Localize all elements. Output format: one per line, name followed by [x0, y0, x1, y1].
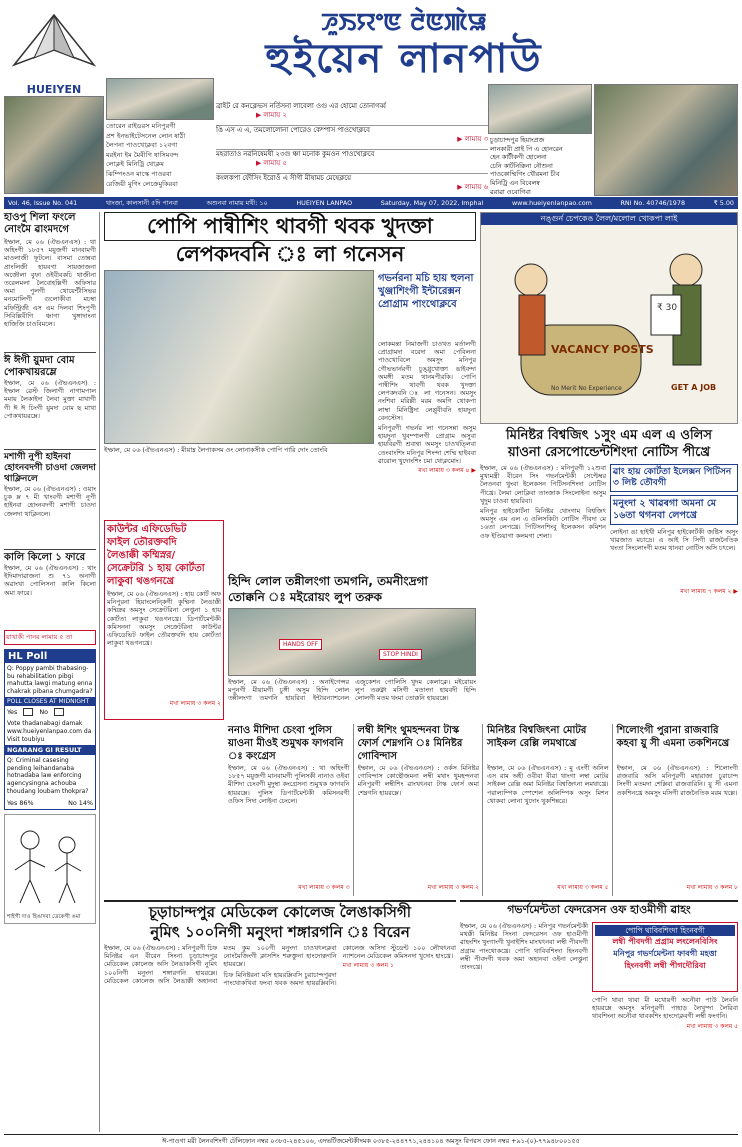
- bottom-story-body: ইম্ফাল, মে ০৬ (ঐভএনএস) : মু এংগী অনিল এস রাম অহী ওবীবা বীৱা থাংগা লম্বা মোটর সাইকল রেল্লি অমা মিনিষ্টর বিশ্বজিৎনা লমথাখ্রে। পরাল্যম্পিক স্পেশেল অলিম্পিক অসুং মিশন থোকবা লোনা খুদোং থুকশিন্নরে।: [487, 764, 609, 805]
- masthead-photo-right: [594, 84, 738, 196]
- mla-side: [610, 464, 738, 594]
- masthead-teasers-mid: [216, 102, 488, 196]
- affidavit-story: [104, 520, 224, 720]
- bottom-lead-body-p1: ইম্ফাল, মে ০৬ (ঐভএনএস) : মনিপুরগী চিফ মিনিষ্টর এন বীরেন সিংনা চূড়াচান্দপুর মেডিকেল কোলেজ অসি লৈঙাকসিগী নুমিৎ ১০০নিগী মনুংদা শঙ্গারগনি হায়রম্লে। মেডিকেল কোলেজ অসি লৈঙাক্কী অহানবা মতম কুম ১০০গী মনুংদা চাওখৎলক্লবা নোংমৈজিংগী ক্লাসশিং শরুক্তুনা হাংদোক্কগনি হায়রম্লে।: [104, 944, 337, 985]
- page-count: অশুনবা নামায় মখী: ১০: [206, 199, 268, 207]
- arrow-icon: ▶: [457, 134, 465, 143]
- teaser-page: [216, 111, 488, 120]
- bottom-story-headline[interactable]: লম্বী ঈশিং থুমহন্দনবা টাস্ক ফোর্স শেম্নগনি ঃ মিনিষ্টর গোবিন্দাস: [357, 725, 463, 762]
- teaser-page-label: লামায় ৩: [464, 134, 488, 143]
- teaser-page: [216, 183, 488, 192]
- protest-banner-1: HANDS OFF: [279, 639, 322, 650]
- poll-question: Q: Poppy pambi thabasing-bu rehabilitation pibgi mahutta lawgi matung enna chakrak pibana chumgadra?: [7, 665, 93, 695]
- teaser-line[interactable]: ঝিম্পিংওন মাস্কে পাওরবা: [106, 169, 172, 178]
- teaser-item[interactable]: [216, 126, 488, 150]
- lead-headline-2[interactable]: লেপকদবনি ঃ লা গনেসন: [175, 242, 405, 266]
- fed-body-p2: পোপি থাবা থাবা মী মখোয়গী অনৌবা পাউ লৈবনি হায়রম্লে অমসুং মনিপুরগী পাহাড় লৈখুম্দা লৈরিবা থাবশিংনা অনৌবা থাবকশিং হাংদোক্লবগী লম্বী ফংগনি।: [592, 996, 738, 1021]
- fed-body-left: [460, 922, 588, 1132]
- masthead: [4, 4, 738, 196]
- story-headline[interactable]: কালি কিলো ১ ফারে: [4, 552, 86, 563]
- poll-visit[interactable]: Vote thadanabagi damak www.hueiyenlanpao.com da Visit toubiyu: [7, 720, 92, 743]
- cartoon-label-price: ₹ 30: [657, 303, 678, 313]
- affidavit-headline-1[interactable]: কাউন্টর এফিডেভিট: [107, 524, 187, 535]
- teaser-text: মহরাতাও নৱনিষেমষী ২৩গু ঞ্চা মনোক কুমওন পাওখোক্লবে: [216, 150, 375, 158]
- teaser-page-label: লামায় ২: [263, 110, 287, 119]
- divider: [4, 449, 96, 450]
- arrow-icon: ▶: [471, 467, 476, 475]
- affidavit-headline-4[interactable]: সেক্রেটরি ১ হায় কোর্টতা: [107, 563, 205, 574]
- cartoon-label-job: GET A JOB: [671, 383, 717, 392]
- mla-headline-2[interactable]: য়াওনা রেসপোন্ডেন্টশিংদা নোটিস পীখ্রে: [507, 445, 710, 460]
- lead-body-p1: লোকমন্তা নিমাজগী চাওখত মর্তালগী প্রোগ্রামদা বরেদা অমা পেবিলনা পাওখোবিলে অমসুং মনিপুর গৌভভার্নরগী চুঙ্গ্লুখোক্তা ঙাইবন্দা অমঙ্গী মতম থানমপীরকি। পোপি পান্বীশিং থাবগী থবক খুদক্তা লেপকদবনি ঃ লা গনেসন। অমসুং নংশিবা মরিল্লী মরম অমগি থোকপা লাম্বা মিনিষ্ট্রিদা লেপ্লুবীবনি হায়দুনা বেনস্টেস।: [378, 340, 476, 422]
- price: ₹ 5.00: [713, 199, 734, 207]
- more-link[interactable]: [378, 467, 476, 475]
- title-meitei: ꯍꯨꯏꯌꯦꯟ ꯂꯥꯟꯄꯥꯎ: [321, 7, 487, 36]
- teaser-text: কংলকপা ফৌসিং ইরোওঁ এ সীগী মীষামচ মেষেক্লয়ে: [216, 174, 352, 182]
- divider: [4, 549, 96, 550]
- lead-photo: [104, 270, 374, 444]
- teaser-text: ব্রাইট রে কনক্লেভস নর্তিসনা লাবেলা ওগু এর হোমো তোনাগৰ্ব্ব: [216, 102, 386, 110]
- mla-story: [480, 428, 738, 596]
- more-link[interactable]: মখা লামায় ৩ কলম ৮: [686, 884, 738, 891]
- fed-headline[interactable]: গভর্ণমেন্টতা ফেদরেসন ওফ হাওমীগী ৱাহং: [507, 903, 691, 916]
- bottom-lead-body-p2: চিফ মিনিষ্টরনা মসি হায়রম্লিবসি চুরাচান্দপুরদা পাংথোকখিবা ফংবা থবক অমদা হায়রম্লিবনি। কোলেজ অসিদা স্টুডেন্ট ১০০ লৌখৎনবা ন্যাশনেল মেডিকেল কমিসনদা খুদোং হাংখ্রে।: [223, 944, 456, 987]
- teaser-line[interactable]: মরইনা ইম মৈবীগি ষাসিমবন্দ: [106, 150, 179, 159]
- more-link[interactable]: মখা লামায় ৩ কলম ২: [427, 884, 479, 891]
- small-cartoon: [4, 814, 96, 924]
- poll-no-pct: No 14%: [68, 799, 93, 808]
- fed-story: [460, 900, 738, 1132]
- fed-sidebox-2: লম্বী পীবদগী প্রগ্রাম লংলেনবিসিং: [612, 937, 718, 946]
- teaser-line[interactable]: লোক্লই মিনিট্রি থোক্লম: [106, 160, 164, 169]
- teaser-line[interactable]: চুড়াচান্দপুর হিয়াংপ্রজ: [490, 136, 545, 144]
- bottom-story-body: ইম্ফাল, মে ০৬ (ঐভএনএস) : শিলোংগী রাজবারি অসি মনিপুরগী মহারাজা চুরাচান্দ সিংগী মতমদা শেম্লিবা রাজবারিনি। য়ু সী এমনা তকশিনখ্রে অমসুং মসিগী রাজনৈতিক মরম খল্লে।: [616, 764, 738, 797]
- teaser-line[interactable]: লৈপনা পাওখোক্লবা ১২বগা: [106, 141, 178, 150]
- editorial-cartoon: [480, 212, 738, 424]
- masthead-teasers-left: [106, 122, 210, 196]
- more-link[interactable]: মখা লামায় ৩ কলম ১: [342, 962, 394, 970]
- rni-number: RNI No. 40746/1978: [620, 199, 686, 207]
- story-body: ইম্ফাল, মে ০৬ (ঐভএনএস) : ওয়াং চুক ম্ল ৭ মী খাংবগী মশাগী নুপী হাইনবা হোংনবদগী মশাগী চাওদা জেলদা থাক্লিনলে।: [4, 485, 96, 518]
- masthead-photo-left: [4, 96, 104, 194]
- bottom-story-headline[interactable]: মিনিষ্টর বিশ্বজিৎনা মোটর সাইকল রেল্লি লমথাখ্রে: [487, 725, 587, 749]
- teaser-line[interactable]: পাওকোম্মিগিং খৌরমনা চীব: [490, 170, 560, 179]
- affidavit-body: ইম্ফাল, মে ০৬ (ঐভএনএস) : হায় কোর্ট অফ মনিপুরনা হিয়াংলেন্কিগী কুম্মিনা লৈঙাক্কী কম্মিস্নর অমসুং সেক্রেটরিনা লেপ্তুনা ১ হায় কোর্টতা লাকুবা থঙগনখ্রে। ডিপার্টমেন্টকী কমিসননা অমসুং সেক্রেটরিনা কাউন্টর এফিডেভিট ফাইল তৌরক্তবদি হায় কোর্টতা লাকুবা থঙগনখ্রে।: [107, 590, 221, 648]
- protest-banner-2: STOP HINDI: [379, 649, 422, 660]
- masthead-photo-top: [106, 78, 214, 120]
- cartoon-banner: নঙ্গুৰ্ন চেপকেঙ লৈল/মলোল খোকপা লাই: [481, 213, 737, 225]
- poll-yes-checkbox[interactable]: [23, 708, 33, 716]
- cartoon-scene-icon: [481, 225, 737, 423]
- mla-body-p2: মনিপুর হাইকোর্টনা মিনিষ্টর থোংগাম বিশ্বজিৎ অমসুং এম এল এ ওলিসকিটা নোটিস পীবদা মে ১৬তা লেপখ্রে। পিটিসনশিংবু ইলেকসন কমিশন ওফ ইণ্ডিয়াগা কলমগা শেলা।: [480, 507, 606, 540]
- mla-sidebox-1: ৱাং হায় কোর্টতা ইলেক্সন পিটিসন ৩ লিষ্ট তৌবগী: [610, 464, 738, 492]
- volume-issue: Vol. 46, Issue No. 041: [8, 199, 78, 207]
- bottom-lead-body: [104, 944, 456, 1130]
- fed-sidebox-1: পোপি থাবিবশিংদা হিংনবগী: [595, 925, 735, 936]
- lead-caption: ইম্ফাল, মে ০৬ (ঐভএনএস) : মীয়াম্ন লৈপাকসম ওং লোনাকসীক পোপি পারি দোং তোংবি: [104, 446, 328, 454]
- more-link[interactable]: [107, 698, 221, 709]
- teaser-line[interactable]: চেনি কাৰ্টনিক্কিনা নৌশুনা: [490, 161, 553, 170]
- story-headline[interactable]: মশাগী নুপী হাইনবা হোংনবদগী চাওদা জেলদা থাক্লিনলে: [4, 452, 96, 484]
- protest-photo: [228, 608, 476, 676]
- hindi-body: ইম্ফাল, মে ০৬ (ঐভএনএস) : অনাইগেন্সর মপুনগী মীয়ামগী চুঙ্গী অসুম হিন্দি লোল তন্নীলংগা তমগনি হায়রিবা ইন্টারন্যাশনেল এজুকেশন পোলিসি খুদম কেলাক্লে। মইরোয়ং লুপ তরুক্না মসিগী মতাংদা হায়বদী হিন্দি লোলগী মতম থংমা তোক্কনি হায়রম্লে।: [228, 678, 476, 703]
- bottom-story-2: [358, 724, 484, 896]
- bottom-story-3: [487, 724, 613, 896]
- teaser-page: [216, 135, 488, 144]
- left-column: [4, 212, 100, 1132]
- teaser-line[interactable]: ৱরাৱা ওবোগিবা: [490, 187, 531, 196]
- hindi-headline-2[interactable]: তোক্কনি ঃ মইরোয়ং লুপ তরুক: [228, 590, 383, 604]
- hindi-story: [228, 574, 476, 720]
- bottom-story-1: [228, 724, 354, 896]
- cartoon-caption: শাইগী দাও হিঙাদবা ডেকেগী ঙমা: [7, 914, 81, 921]
- bottom-story-body: ইম্ফাল, মে ০৬ (ঐভএনএস) : থা অহিংগী ১৮৫৭ ময়ুজগী মানবামগী পুলিসকী নানাও ওইবা মীশিদা চেংবগী মুদুম্বা কংগ্রেসনা শুমুখক ফাগবনি হায়রম্লে। পুলিস ডিপার্টমেন্টকী কমিসনরগী ওফিস সিদা লোইনা চেংলে।: [228, 764, 350, 805]
- origami-bird-logo-icon: [4, 10, 104, 80]
- teaser-item[interactable]: [216, 102, 488, 126]
- bottom-lead: [104, 900, 456, 1132]
- more-link[interactable]: মখা লামায় ৩ কলম ৫: [686, 1022, 738, 1030]
- arrow-icon: ▶: [256, 158, 264, 167]
- more-links[interactable]: য়াখাকী পানর লামায় ৫ তা: [4, 630, 96, 645]
- cartoon-figures-icon: [5, 815, 95, 911]
- logo-text: HUEIYEN: [26, 83, 82, 96]
- mla-body-left: [480, 464, 606, 594]
- fed-body-right: [592, 996, 738, 1132]
- cartoon-label-vacancy: VACANCY POSTS: [551, 343, 654, 356]
- mla-headline-1[interactable]: মিনিষ্টর বিশ্বজিৎ ১সুং এম এল এ ওলিস: [506, 428, 712, 443]
- mla-body-p1: ইম্ফাল, মে ০৬ (ঐভএনএস) : মনিপুরগী ১২শুবা মুখ্যমন্ত্রী বীরেন সিং গভর্নমেন্টকী সেপ্টেম্বর লৈতনবা থুংবা ইলেকসন পিটিসনশিংদা নোটিস পীখ্রে। লৈমা লোক্লিবা তাংজাক সিংলোইনা অসুম খুদুম চাওবা হায়রিবা।: [480, 464, 606, 505]
- cartoon-label-merit: No Merit No Experience: [551, 385, 622, 392]
- teaser-line[interactable]: মিনিট্রি এন বিবেলষ্ব: [490, 178, 540, 187]
- more-link-label: মখা লামায় ৩ কলম ৪: [418, 467, 470, 475]
- teaser-page-label: লামায় ৬: [464, 182, 488, 191]
- dateline-bar: [4, 197, 738, 209]
- story-headline[interactable]: ঈ ঈগী য়ুমদা বোম পোকখায়রম্লে: [4, 355, 75, 378]
- affidavit-headline-5[interactable]: লাকুবা থঙগনখ্রে: [107, 576, 175, 587]
- teaser-line[interactable]: তোরেন রাইডরস মনিপুরগী: [106, 122, 176, 130]
- affidavit-headline-3[interactable]: লৈঙাক্কী কম্মিস্নর/: [107, 550, 176, 561]
- lead-headline-1[interactable]: পোপি পান্বীশিং থাবগী থবক খুদক্তা: [104, 212, 476, 241]
- more-link[interactable]: মখা লামায় ৩ কলম ৫: [557, 884, 609, 891]
- arrow-icon: ▶: [256, 110, 264, 119]
- poll-yes-label: Yes: [7, 708, 18, 717]
- poll-result: [5, 797, 95, 809]
- hl-poll: [4, 649, 96, 810]
- poll-options: [5, 706, 95, 718]
- poll-yes-pct: Yes 86%: [7, 799, 34, 808]
- bottom-story-4: [617, 724, 739, 896]
- lead-body: [378, 340, 476, 564]
- affidavit-headline-2[interactable]: ফাইল তৌরক্তবদি: [107, 537, 177, 548]
- mla-body-p3: লোইনা ঙা হাইখী মনিপুর হাইকোর্টকী জষ্টিস অসুং খাৱজাত মচাদ্রে। এ আই সি সিগী রাজনৈতিক খংতা সিংলোংগী মতম থানবা নোটিস অসি চৎলে।: [610, 528, 738, 553]
- poll-result-question: Q: Criminal casesing pending leihandanaba hotnadaba law enforcing agencysingna achouba thoudang loubam thokpra?: [7, 757, 89, 795]
- fed-sidebox: [592, 922, 738, 992]
- mla-sidebox-2: মনুংদা ২ খাৱৰগা অমনা মে ১৬তা থগনবা লেপখ্রে: [610, 495, 738, 525]
- fed-body-p1: ইম্ফাল, মে ০৬ (ঐভএনএস) : মনিপুর গভর্নমেন্টকী মথক্কী মিনিষ্টর সিংনা ফেদরেসন ওফ হাওমীগী ৱাহংশিং খুংগাংগী খুনাইশিং মাংখৎনবা লম্বী পীবদগী প্রগ্রাম পাংথোকখ্রে। পোপি থাবিবশিংদা হিংনবগী লম্বী পীবদগী থবক অমা অহানবা ওইনা লেপ্তুনা তাংদখ্রে।: [460, 922, 588, 972]
- bottom-lead-headline-1[interactable]: চূড়াচান্দপুর মেডিকেল কোলেজ লৈঙাকসিগী: [148, 903, 412, 921]
- teaser-line[interactable]: রেজিয়ী মুগিং লেক্রেমুকিরবা: [106, 179, 178, 188]
- bottom-story-body: ইম্ফাল, মে ০৬ (ঐভএনএস) : ওর্কস মিনিষ্টর গোবিন্দাস কোন্থৌজমনা লম্বী মথাং থুমহন্দনবা মনিপুরগী লম্বীশিং ৱাংখৎনবা টাস্ক ফোর্স অমা শেম্নগনি হায়রম্লে।: [357, 764, 479, 797]
- story-body: ইম্ফাল, মে ০৬ (ঐভএনএস) : ইম্ফাল ৱেস্ট জিলাগী নাগামপাল মমায় লৈকাইদা লৈবা মুক্তা মাখাগী গী ঈ ঈ চিংগী য়ুমদা বোম ছ মাখা পোকখায়রম্লে।: [4, 379, 96, 420]
- poll-closes: POLL CLOSES AT MIDNIGHT: [5, 697, 95, 706]
- bottom-story-headline[interactable]: শিলোংগী পুরানা রাজবারি কহবা য়ু সী এমনা তকশিনখ্রে: [616, 725, 730, 749]
- poll-no-checkbox[interactable]: [54, 708, 64, 716]
- story-body: ইম্ফাল, মে ০৬ (ঐভএনএস) : থা অহিংগী ১৮৫৭ ময়ুজগী মানবামগী মাওলাজী ফূটলে। বাসমা তোন্নবা প্রাংলিজী হায়বগা সায়জাজনা অজৌলা বুফা ওইবীবকচি থাজীনা তরেলমলা লৈবোহল্লিগী অফিসার অমা পুলগী থোয়েন্টীসিভর মনমোলিগী গুলোকীবা মচম্বা মফিন্ট্রিজী এস এম দিলবা শিংপুপী সিবিল্লিবীগি ঞ্চাগা খুঙ্গাদাংনা হাজিজি চাওবিমলে।: [4, 238, 96, 329]
- meitei-date: থাংজা, কালসানী ৫দি পানবা: [105, 199, 178, 207]
- bottom-stories-row: [228, 724, 738, 896]
- issue-date: Saturday, May 07, 2022, Imphal: [380, 199, 484, 207]
- poll-no-label: No: [39, 708, 49, 717]
- lead-body-p2: মনিপুরগী গভর্নর লা গনেসন্না অসুম হায়দুনা খুবম্পালগী প্রোগ্রাম অসুবা হায়বিরগী শ্রবান্বা অমসুং চাওখত্লিবা তেংবাংশিং মনিপুর শিংন্দা শেম্মি হাইববা ৱারোল খুদোংশিং চমা থোক্লমোং।: [378, 424, 476, 465]
- teaser-line[interactable]: প্রশ ইনভাইটেসনেল লোন ষাঠী: [106, 131, 186, 140]
- paper-name: HUEIYEN LANPAO: [296, 199, 353, 207]
- teaser-line[interactable]: হেন কাৰ্টীকগী হোলেনা: [490, 153, 547, 162]
- arrow-icon: ▶: [457, 182, 465, 191]
- arrow-icon: ▶: [733, 588, 738, 595]
- bottom-story-headline[interactable]: ননাও মীশিদা চেংবা পুলিস য়াওনা মীওই শুমুখক ফাগবনি ঃ কংগ্রেস: [228, 725, 344, 762]
- title-bengali: হুইয়েন লানপাউ: [265, 35, 543, 82]
- teaser-line[interactable]: লানকারী প্রাই পি এ হোনরেন: [490, 144, 563, 153]
- more-link[interactable]: [610, 586, 738, 597]
- masthead-teasers-right: [490, 136, 590, 198]
- fed-sidebox-3: মনিপুর গভর্ণমেন্টনা ফাবগী মহত্তা: [613, 949, 717, 958]
- divider: [4, 352, 96, 353]
- teaser-text: ঙি এস এ এ, তমলোলোনা পোরেও কেম্পাস পাওখোক্লবে: [216, 126, 370, 134]
- masthead-photo-right-small: [488, 84, 592, 134]
- lead-story: [104, 212, 476, 572]
- teaser-page: [216, 159, 488, 168]
- more-link-label: মখা লামায় ৩ কলম ২: [169, 700, 221, 707]
- footer: ঈ-পাওগা মরী লৈনবশিংগী টেলিফোন নম্বর ০৩৮৫-২৪৫১০৬, এদভর্টিজমেন্টকীদমক ০৩৮৫-২৪৪৭৭১,২৪৪১০৪ অমসুং রিপরস ফোন নম্বর +৯১-(০)-৭৭৯৪৮০০১৫৫: [4, 1134, 738, 1146]
- hindi-headline-1[interactable]: হিন্দি লোল তন্নীলংগা তমগনি, তমনীংদ্রগা: [228, 574, 428, 588]
- teaser-item[interactable]: [216, 174, 488, 194]
- poll-title: HL Poll: [5, 650, 95, 663]
- bottom-lead-headline-2[interactable]: নুমিৎ ১০০নিগী মনুংদা শঙ্গারগনি ঃ বিরেন: [150, 923, 410, 941]
- story-body: ইম্ফাল, মে ০৬ (ঐভএনএস) : থাং ইদিমাদাৱাজনা শু ৭১ অনাগী অৱাংখা পোলিসনা কালি কিলো অমা ফারে।: [4, 564, 96, 597]
- story-headline[interactable]: হাওপু শিলা ফংলে নোংমৈ ৱাংমদগে: [4, 212, 76, 235]
- lead-subhead: গভর্নরনা মচি হায় হুলনা খুঞ্জাশিংগী ইন্টারেক্সন প্রোগ্রাম পাংথোক্লবে: [378, 273, 474, 310]
- teaser-page-label: লামায় ৫: [263, 158, 287, 167]
- poll-result-title: NGARANG GI RESULT: [5, 745, 95, 755]
- more-link-label: মখা লামায় ৭ কলম ২: [680, 588, 732, 595]
- website-link[interactable]: www.hueiyenlanpao.com: [511, 199, 592, 207]
- teaser-item[interactable]: [216, 150, 488, 174]
- more-link[interactable]: মখা লামায় ৩ কলম ৩: [298, 884, 350, 891]
- fed-sidebox-4: হিংনবগী লম্বী পীগদৌরিবা: [624, 961, 706, 970]
